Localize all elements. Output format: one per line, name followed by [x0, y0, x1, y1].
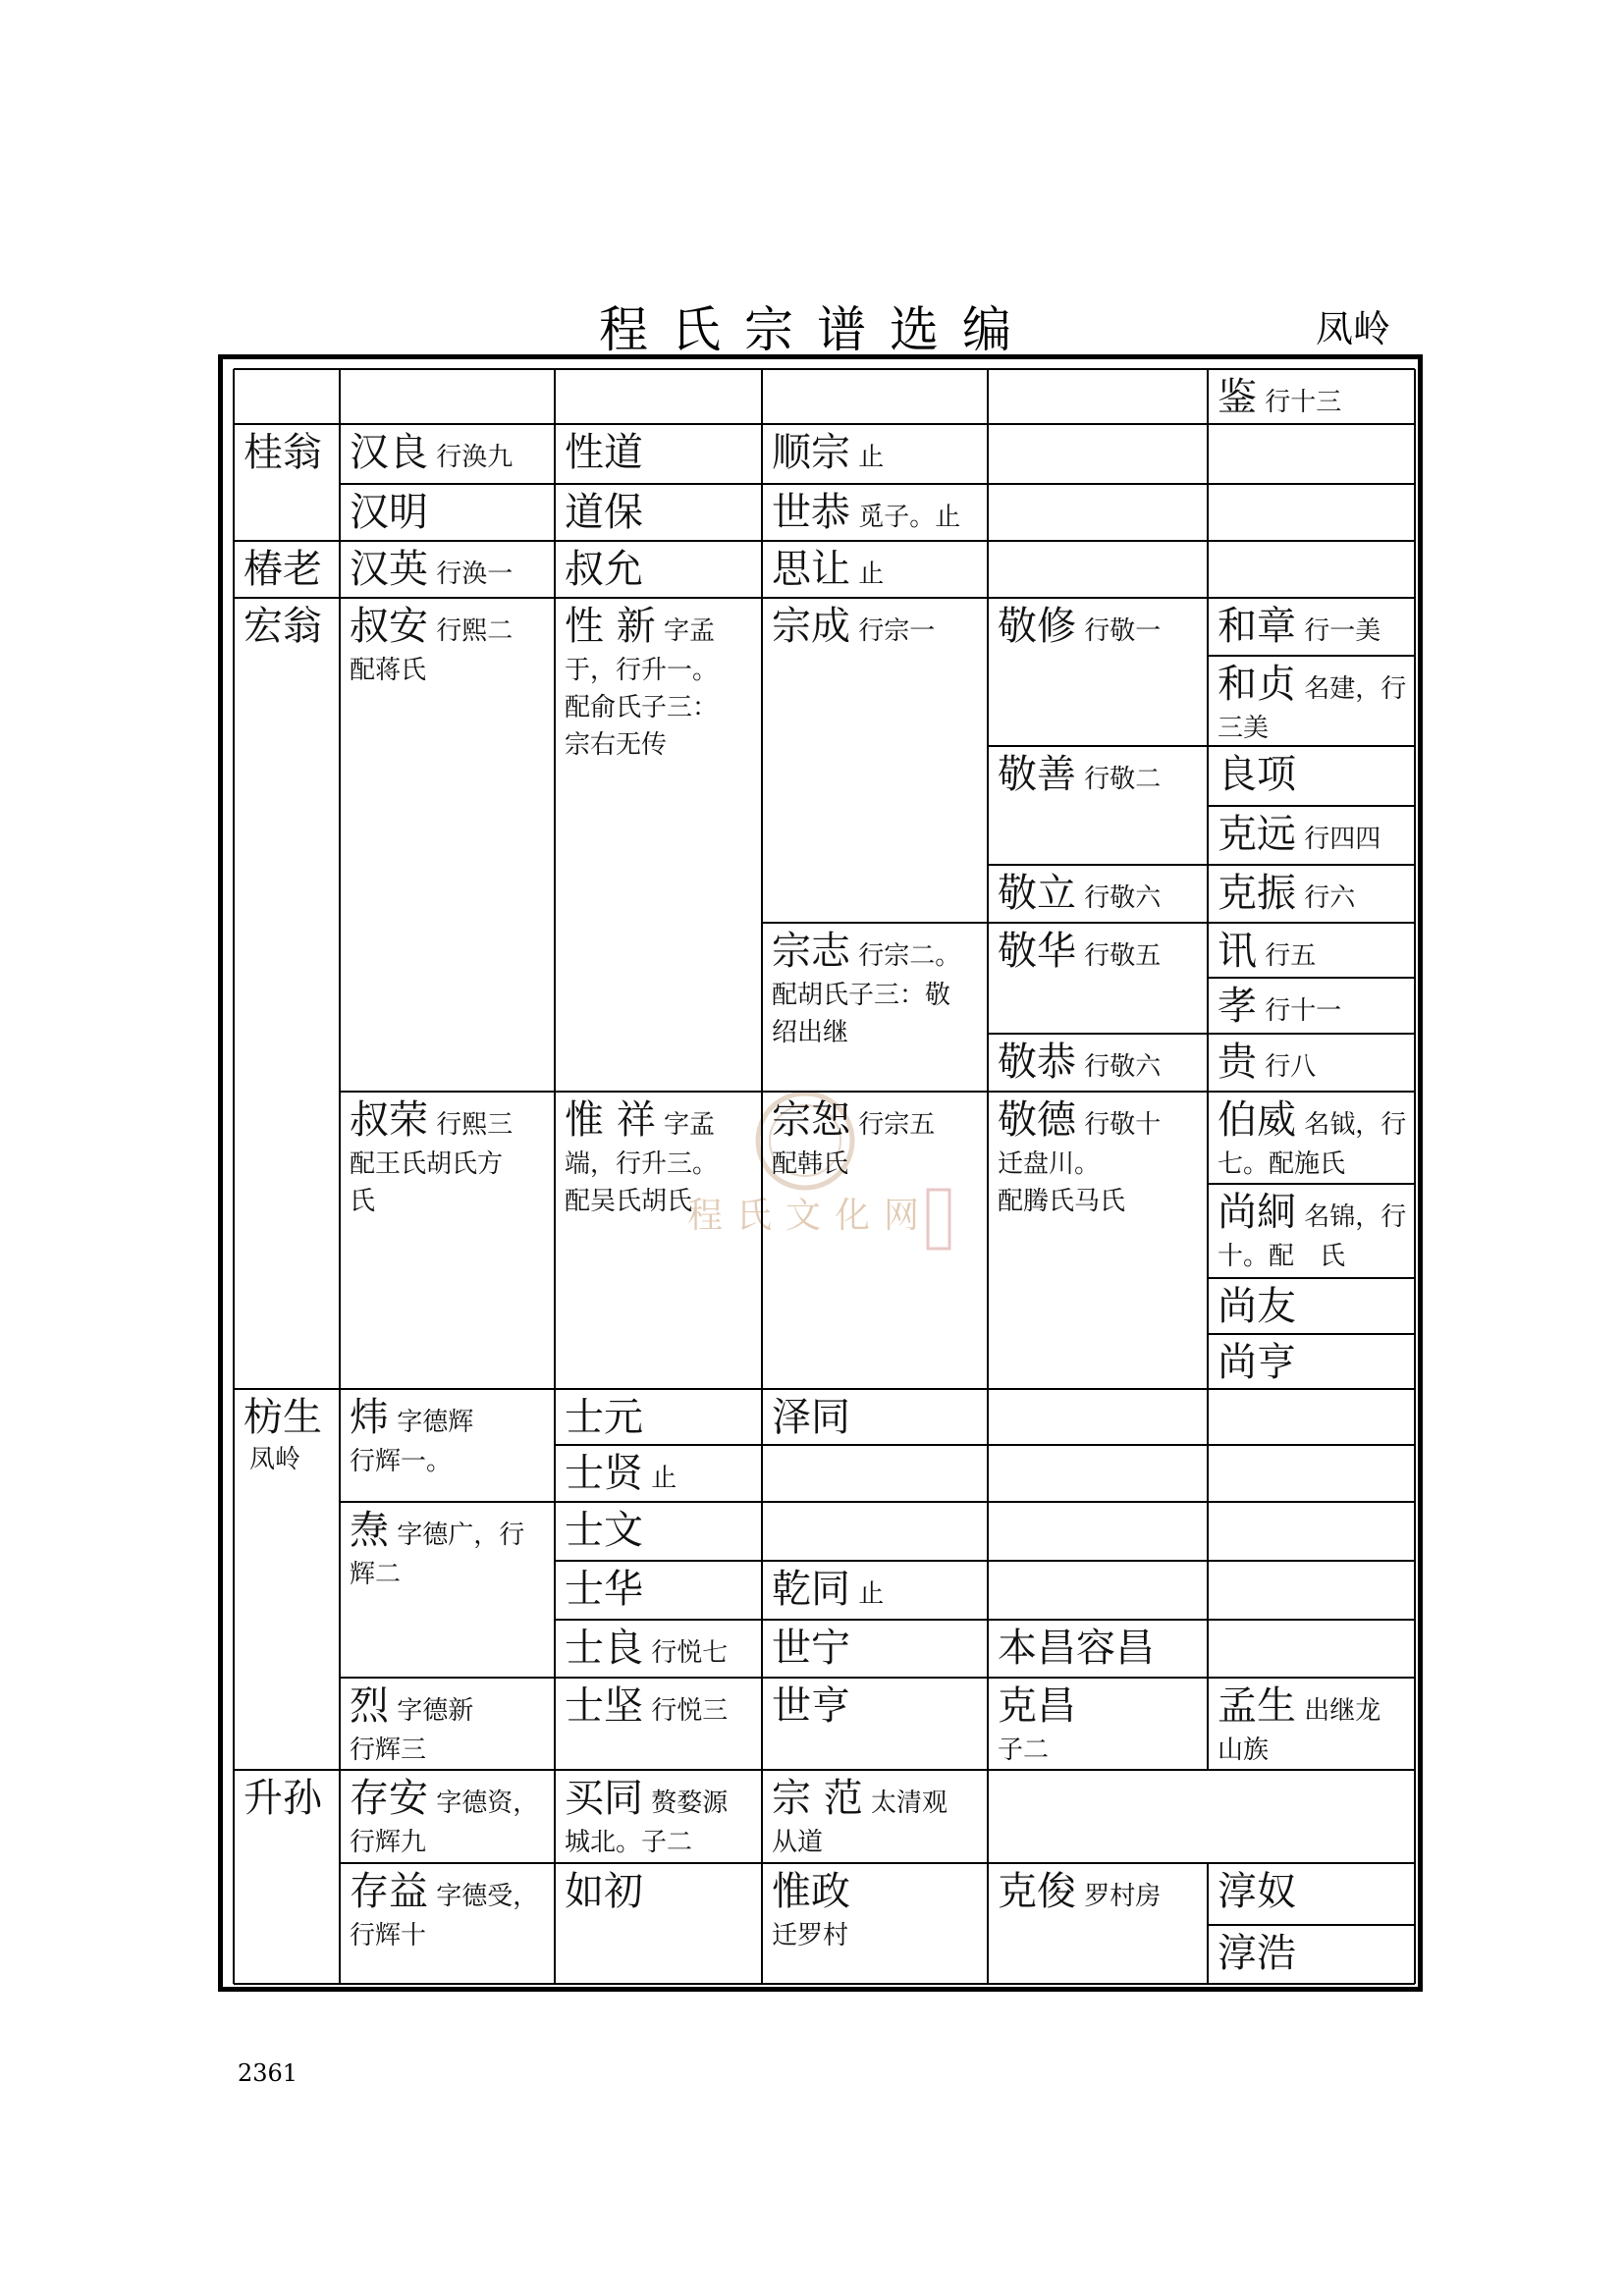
person-name: 性 新	[565, 604, 656, 649]
genealogy-entry	[988, 865, 1208, 923]
person-detail-line: 迁盘川。	[998, 1149, 1101, 1179]
person-detail-line: 十。配 氏	[1218, 1242, 1346, 1271]
branch-name: 宏翁	[244, 604, 322, 649]
person-note: 行四四	[1296, 825, 1381, 854]
person-detail-line: 行辉十	[350, 1921, 427, 1950]
person-detail-line: 于，行升一。	[565, 656, 719, 685]
person-note: 止	[850, 560, 885, 589]
person-name: 汉良	[350, 430, 428, 475]
person-name: 尚亨	[1218, 1340, 1296, 1385]
person-name: 敬立	[998, 871, 1076, 916]
person-detail-line: 氏	[350, 1187, 376, 1216]
genealogy-entry	[555, 1620, 762, 1678]
genealogy-entry	[340, 1092, 555, 1389]
genealogy-entry	[340, 1678, 555, 1770]
person-note: 太清观	[862, 1789, 947, 1818]
genealogy-entry	[340, 484, 555, 541]
genealogy-entry	[1208, 806, 1415, 865]
person-name: 尚友	[1218, 1284, 1296, 1329]
genealogy-entry	[1208, 1925, 1415, 1984]
person-name: 烈	[350, 1683, 389, 1729]
genealogy-entry	[1208, 369, 1415, 424]
person-note: 行敬六	[1076, 1052, 1162, 1082]
genealogy-entry	[1208, 1334, 1415, 1389]
person-note: 字孟	[655, 616, 715, 646]
person-note: 字德广，行	[389, 1521, 525, 1550]
person-detail-line: 行辉一。	[350, 1447, 453, 1476]
person-name: 叔荣	[350, 1097, 428, 1143]
genealogy-entry	[988, 923, 1208, 1034]
person-note: 行八	[1257, 1052, 1317, 1082]
person-note: 行涣九	[428, 443, 514, 472]
genealogy-entry	[988, 1092, 1208, 1389]
person-detail-line: 行辉九	[350, 1828, 427, 1857]
person-name: 士贤	[565, 1451, 643, 1496]
branch-label-cell	[234, 424, 340, 541]
person-note: 止	[850, 443, 885, 472]
person-note: 行熙三	[428, 1110, 514, 1140]
person-name: 汉明	[350, 490, 428, 535]
person-name: 买同	[565, 1776, 643, 1821]
page-number: 2361	[238, 2059, 298, 2087]
person-note: 字德新	[389, 1696, 474, 1726]
genealogy-entry	[340, 541, 555, 598]
genealogy-entry	[988, 1620, 1415, 1678]
person-note: 名钺，行	[1296, 1110, 1407, 1140]
person-detail-line: 七。配施氏	[1218, 1149, 1346, 1179]
person-note: 行悦三	[643, 1696, 729, 1726]
person-name: 宗志	[772, 929, 850, 974]
genealogy-entry	[988, 746, 1208, 865]
branch-label-cell	[234, 1389, 340, 1770]
branch-label-cell	[234, 598, 340, 1389]
genealogy-entry	[1208, 1678, 1415, 1770]
person-note: 止	[850, 1579, 885, 1609]
person-name: 世宁	[772, 1626, 850, 1671]
person-name: 惟政	[772, 1869, 850, 1914]
person-detail-line: 行辉三	[350, 1735, 427, 1765]
person-name: 乾同	[772, 1567, 850, 1612]
person-note: 行宗一	[850, 616, 936, 646]
person-name: 焘	[350, 1508, 389, 1553]
genealogy-entry	[340, 1770, 555, 1863]
genealogy-entry	[1208, 598, 1415, 656]
person-name: 克远	[1218, 812, 1296, 857]
person-detail-line: 子二	[998, 1735, 1050, 1765]
person-detail-line: 从道	[772, 1828, 824, 1857]
genealogy-entry	[340, 1502, 555, 1678]
genealogy-entry	[555, 1863, 762, 1984]
genealogy-entry	[555, 424, 762, 484]
branch-label-cell	[234, 1770, 340, 1984]
genealogy-entry	[1208, 865, 1415, 923]
person-name: 世亨	[772, 1683, 850, 1729]
person-note: 行宗二。	[850, 941, 961, 971]
person-note: 字孟	[655, 1110, 715, 1140]
person-note: 行敬二	[1076, 765, 1162, 794]
person-detail-line: 辉二	[350, 1560, 402, 1589]
region-label: 凤岭	[1316, 307, 1391, 350]
person-name: 士文	[565, 1508, 643, 1553]
person-name: 敬恭	[998, 1040, 1076, 1085]
person-name: 敬华	[998, 929, 1076, 974]
person-name: 孟生	[1218, 1683, 1296, 1729]
person-name: 鉴	[1218, 375, 1257, 420]
person-name: 存安	[350, 1776, 428, 1821]
branch-name: 椿老	[244, 547, 322, 592]
page-title: 程氏宗谱选编	[599, 301, 1035, 358]
person-note: 行十三	[1257, 388, 1342, 417]
person-name: 性道	[565, 430, 643, 475]
person-name: 淳奴	[1218, 1869, 1296, 1914]
person-note: 名锦，行	[1296, 1202, 1407, 1232]
genealogy-entry	[762, 598, 988, 923]
person-note: 字德辉	[389, 1408, 474, 1437]
person-note: 觅子。止	[850, 503, 961, 532]
person-note: 行敬六	[1076, 883, 1162, 913]
genealogy-entry	[555, 541, 762, 598]
genealogy-entry	[762, 1863, 988, 1984]
person-name: 淳浩	[1218, 1931, 1296, 1976]
genealogy-entry	[340, 1389, 555, 1502]
person-name: 思让	[772, 547, 850, 592]
person-detail-line: 配胡氏子三：敬	[772, 981, 951, 1010]
person-detail-line: 三美	[1218, 714, 1270, 743]
person-note: 行六	[1296, 883, 1356, 913]
genealogy-entry	[555, 1678, 762, 1770]
person-name: 炜	[350, 1395, 389, 1440]
genealogy-entry	[555, 598, 762, 1092]
person-name: 惟 祥	[565, 1097, 656, 1143]
genealogy-entry	[988, 1863, 1208, 1984]
person-name: 宗 范	[772, 1776, 863, 1821]
person-name: 尚絅	[1218, 1190, 1296, 1235]
person-detail-line: 配腾氏马氏	[998, 1187, 1126, 1216]
person-detail-line: 迁罗村	[772, 1921, 849, 1950]
person-note: 字德受，	[428, 1882, 539, 1911]
genealogy-entry	[340, 424, 555, 484]
person-name: 宗成	[772, 604, 850, 649]
genealogy-entry	[1208, 978, 1415, 1034]
person-note: 止	[643, 1464, 677, 1493]
person-name: 贵	[1218, 1040, 1257, 1085]
person-note: 赘婺源	[643, 1789, 729, 1818]
person-name: 汉英	[350, 547, 428, 592]
person-detail-line: 山族	[1218, 1735, 1270, 1765]
branch-name: 枋生	[244, 1395, 322, 1440]
person-name: 克振	[1218, 871, 1296, 916]
genealogy-entry	[1208, 923, 1415, 978]
genealogy-entry	[762, 541, 988, 598]
person-name: 士元	[565, 1395, 643, 1440]
person-name: 和章	[1218, 604, 1296, 649]
person-note: 行五	[1257, 941, 1317, 971]
genealogy-entry	[762, 484, 988, 541]
genealogy-entry	[555, 1389, 762, 1445]
watermark-text: 程氏文化网	[687, 1196, 934, 1236]
genealogy-entry	[762, 424, 988, 484]
person-note: 出继龙	[1296, 1696, 1381, 1726]
person-name: 叔安	[350, 604, 428, 649]
person-name: 伯威	[1218, 1097, 1296, 1143]
genealogy-entry	[988, 1678, 1208, 1770]
branch-name: 升孙	[244, 1776, 322, 1821]
genealogy-entry	[762, 1561, 988, 1620]
person-note: 行敬一	[1076, 616, 1162, 646]
genealogy-entry	[762, 1092, 988, 1389]
branch-label-cell	[234, 541, 340, 598]
person-note: 罗村房	[1076, 1882, 1162, 1911]
person-name: 克昌	[998, 1683, 1076, 1729]
person-name: 士坚	[565, 1683, 643, 1729]
person-name: 敬善	[998, 752, 1076, 797]
person-detail-line: 配俞氏子三：	[565, 693, 719, 722]
genealogy-entry	[762, 1389, 988, 1445]
person-name: 士华	[565, 1567, 643, 1612]
person-name: 敬修	[998, 604, 1076, 649]
person-name: 和贞	[1218, 662, 1296, 707]
genealogy-entry	[1208, 1278, 1415, 1334]
person-name: 世恭	[772, 490, 850, 535]
genealogy-entry	[1208, 1092, 1415, 1184]
person-note: 字德资，	[428, 1789, 539, 1818]
person-name: 叔允	[565, 547, 643, 592]
person-name: 孝	[1218, 984, 1257, 1029]
genealogy-entry	[555, 484, 762, 541]
person-name: 克俊	[998, 1869, 1076, 1914]
person-detail-line: 绍出继	[772, 1018, 849, 1047]
genealogy-entry	[1208, 656, 1415, 746]
person-name: 如初	[565, 1869, 643, 1914]
genealogy-entry	[762, 1620, 988, 1678]
genealogy-entry	[1208, 1863, 1415, 1925]
branch-name: 桂翁	[244, 430, 322, 475]
person-detail-line: 城北。子二	[565, 1828, 693, 1857]
genealogy-entry	[555, 1092, 762, 1389]
person-name: 本昌容昌	[998, 1626, 1155, 1671]
genealogy-entry	[555, 1770, 762, 1863]
genealogy-entry	[340, 1863, 555, 1984]
person-note: 行涣一	[428, 560, 514, 589]
person-name: 士良	[565, 1626, 643, 1671]
person-name: 敬德	[998, 1097, 1076, 1143]
genealogy-entry	[1208, 1034, 1415, 1092]
person-note: 行十一	[1257, 996, 1342, 1026]
genealogy-entry	[988, 598, 1208, 746]
person-note: 行一美	[1296, 616, 1381, 646]
person-detail-line: 配韩氏	[772, 1149, 849, 1179]
person-detail-line: 配王氏胡氏方	[350, 1149, 504, 1179]
person-note: 行敬十	[1076, 1110, 1162, 1140]
person-name: 道保	[565, 490, 643, 535]
person-note: 行熙二	[428, 616, 514, 646]
genealogy-entry	[1208, 1184, 1415, 1278]
genealogy-entry	[1208, 746, 1415, 806]
person-name: 存益	[350, 1869, 428, 1914]
genealogy-entry	[988, 1034, 1208, 1092]
person-detail-line: 端，行升三。	[565, 1149, 719, 1179]
person-detail-line: 宗右无传	[565, 730, 668, 760]
person-name: 讯	[1218, 929, 1257, 974]
genealogy-entry	[762, 923, 988, 1092]
person-name: 良项	[1218, 752, 1296, 797]
genealogy-entry	[340, 598, 555, 1092]
person-name: 宗恕	[772, 1097, 850, 1143]
genealogy-entry	[762, 1678, 988, 1770]
person-note: 行宗五	[850, 1110, 936, 1140]
genealogy-entry	[555, 1502, 762, 1561]
person-name: 顺宗	[772, 430, 850, 475]
genealogy-entry	[555, 1445, 762, 1502]
person-detail-line: 配蒋氏	[350, 656, 427, 685]
person-name: 泽同	[772, 1395, 850, 1440]
person-note: 行悦七	[643, 1638, 729, 1668]
branch-sublabel: 凤岭	[249, 1445, 301, 1474]
genealogy-entry	[762, 1770, 988, 1863]
genealogy-entry	[555, 1561, 762, 1620]
person-note: 名建，行	[1296, 674, 1407, 704]
person-detail-line: 配吴氏胡氏	[565, 1187, 693, 1216]
person-note: 行敬五	[1076, 941, 1162, 971]
